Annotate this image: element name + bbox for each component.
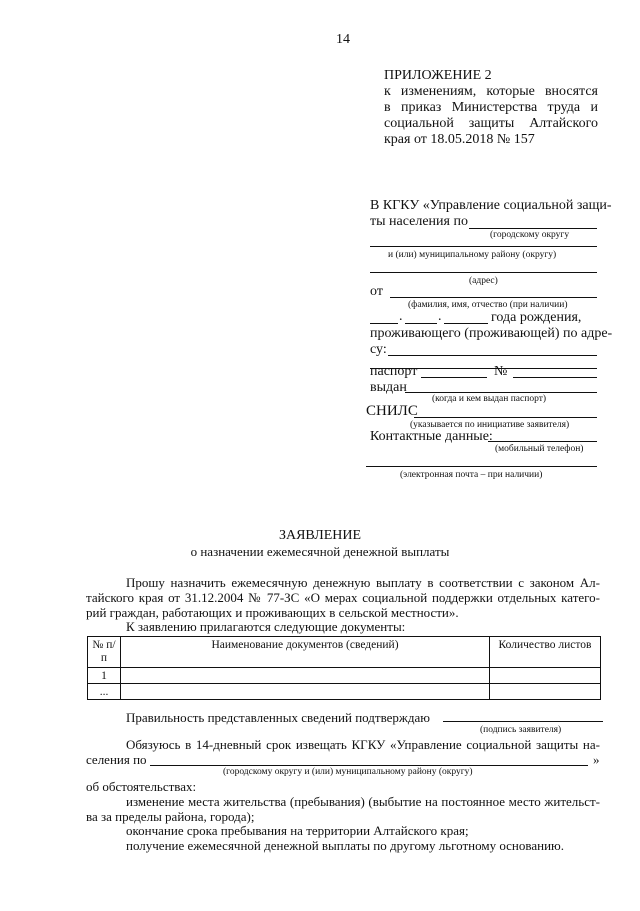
oblige-line-2-end: »: [593, 752, 600, 767]
contacts-label: Контактные данные:: [370, 429, 493, 444]
cell-sheet-count[interactable]: [490, 668, 601, 684]
caption-oblige: (городскому округу и (или) муниципальному району (округу): [223, 767, 473, 777]
snils-field-line[interactable]: [414, 417, 597, 418]
cell-document-name[interactable]: [121, 668, 490, 684]
caption-city: (городскому округу: [490, 230, 570, 240]
caption-issued: (когда и кем выдан паспорт): [432, 394, 547, 404]
district-field-line[interactable]: [370, 246, 597, 247]
confirm-text: Правильность представленных сведений подтверждаю: [126, 710, 430, 725]
email-field-line[interactable]: [366, 466, 597, 467]
statement-subtitle: о назначении ежемесячной денежной выплаты: [190, 544, 450, 559]
appendix-line-2: в приказ Министерства труда и: [384, 100, 598, 115]
table-row: [88, 668, 601, 684]
attachments-line: К заявлению прилагаются следующие документы:: [126, 619, 406, 634]
residing-label: проживающего (проживающей) по адре-: [370, 326, 613, 341]
city-field-line[interactable]: [469, 228, 597, 229]
cell-document-name[interactable]: [121, 684, 490, 700]
phone-field-line[interactable]: [488, 441, 597, 442]
appendix-line-4: края от 18.05.2018 № 157: [384, 132, 535, 147]
passport-number-label: №: [494, 364, 508, 379]
table-header-row: [88, 637, 601, 668]
circumstance-item-3: получение ежемесячной денежной выплаты по другому льготному основанию.: [126, 838, 564, 853]
circumstance-item-1a: изменение места жительства (пребывания) (выбытие на постоянное место жительст-: [126, 794, 600, 809]
header-document-name: Наименование документов (сведений): [121, 637, 490, 668]
header-number: № п/п: [88, 637, 121, 668]
residence-field-line[interactable]: [388, 355, 597, 356]
addressee-line-1: В КГКУ «Управление социальной защи-: [370, 198, 612, 213]
from-label: от: [370, 284, 383, 299]
circumstances-label: об обстоятельствах:: [86, 779, 197, 794]
circumstance-item-1b: ва за пределы района, города);: [86, 809, 255, 824]
caption-signature: (подпись заявителя): [480, 725, 562, 735]
table-row: [88, 684, 601, 700]
birth-label: года рождения,: [491, 310, 582, 325]
appendix-line-1: к изменениям, которые вносятся: [384, 84, 598, 99]
passport-series-line[interactable]: [421, 377, 487, 378]
passport-label: паспорт: [370, 364, 418, 379]
address-field-line[interactable]: [370, 272, 597, 273]
birth-dot-1: .: [399, 309, 403, 324]
issued-field-line[interactable]: [405, 392, 597, 393]
birth-dot-2: .: [438, 309, 442, 324]
issued-label: выдан: [370, 380, 407, 395]
birth-year-line[interactable]: [444, 323, 488, 324]
appendix-title: ПРИЛОЖЕНИЕ 2: [384, 68, 492, 83]
request-para-line-2: тайского края от 31.12.2004 № 77-ЗС «О мерах социальной поддержки отдельных катего-: [86, 590, 600, 605]
caption-address: (адрес): [469, 276, 498, 286]
caption-district: и (или) муниципальному району (округу): [388, 250, 557, 260]
caption-email: (электронная почта – при наличии): [400, 470, 543, 480]
snils-label: СНИЛС: [366, 403, 418, 419]
request-para-line-3: рий граждан, работающих и проживающих в сельской местности».: [86, 605, 459, 620]
cell-number: 1: [88, 668, 121, 684]
statement-title: ЗАЯВЛЕНИЕ: [278, 528, 362, 543]
addressee-line-2: ты населения по: [370, 214, 468, 229]
passport-number-line[interactable]: [513, 377, 597, 378]
birth-month-line[interactable]: [405, 323, 437, 324]
residing-label-2: су:: [370, 342, 387, 357]
oblige-district-line[interactable]: [150, 765, 588, 766]
signature-line[interactable]: [443, 721, 603, 722]
documents-table: [87, 636, 601, 700]
birth-day-line[interactable]: [370, 323, 398, 324]
oblige-line-2-start: селения по: [86, 752, 147, 767]
page-number: 14: [336, 32, 350, 47]
appendix-line-3: социальной защиты Алтайского: [384, 116, 598, 131]
caption-snils: (указывается по инициативе заявителя): [410, 420, 570, 430]
cell-number: ...: [88, 684, 121, 700]
appendix-block: [384, 68, 598, 148]
caption-phone: (мобильный телефон): [495, 444, 584, 454]
caption-fio: (фамилия, имя, отчество (при наличии): [408, 300, 568, 310]
cell-sheet-count[interactable]: [490, 684, 601, 700]
request-para-line-1: Прошу назначить ежемесячную денежную выплату в соответствии с законом Ал-: [126, 575, 600, 590]
circumstance-item-2: окончание срока пребывания на территории Алтайского края;: [126, 823, 469, 838]
fio-field-line[interactable]: [390, 297, 597, 298]
oblige-line-1: Обязуюсь в 14-дневный срок извещать КГКУ «Управление социальной защиты на-: [126, 737, 600, 752]
header-sheet-count: Количество листов: [490, 637, 601, 668]
